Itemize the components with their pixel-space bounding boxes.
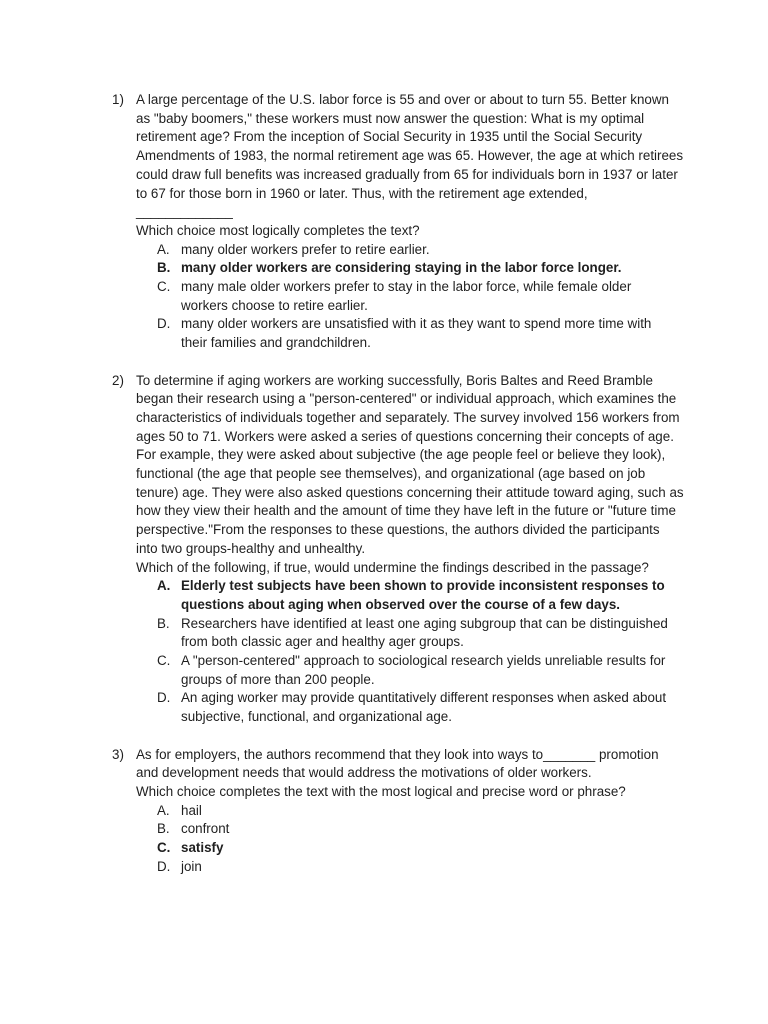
choice-c: [157, 652, 684, 689]
answer-choices: [136, 802, 684, 877]
question-list: [0, 91, 768, 895]
choice-a: [157, 577, 684, 614]
choice-letter: B.: [157, 615, 170, 631]
choice-c: [157, 278, 684, 315]
choice-text: An aging worker may provide quantitatively different responses when asked about subjective, functional, and organizational age.: [181, 690, 667, 725]
choice-text: many male older workers prefer to stay in the labor force, while female older workers choose to retire earlier.: [181, 279, 632, 313]
question-body: [136, 91, 684, 353]
choice-letter: D.: [157, 858, 171, 874]
question-body: [136, 372, 684, 727]
choice-text: confront: [181, 821, 230, 837]
question-prompt: Which of the following, if true, would undermine the findings described in the passage?: [136, 559, 649, 575]
question-prompt: Which choice most logically completes the text?: [136, 222, 420, 238]
choice-a: [157, 241, 684, 260]
choice-c: [157, 839, 684, 858]
choice-letter: C.: [157, 279, 171, 295]
choice-d: [157, 689, 684, 726]
answer-choices: [136, 577, 684, 727]
choice-text: many older workers are unsatisfied with it as they want to spend more time with their families and grandchildren.: [181, 316, 652, 351]
question-number: 3): [112, 746, 124, 762]
question-2: [0, 372, 768, 727]
choice-b: [157, 259, 684, 278]
choice-text: Elderly test subjects have been shown to provide inconsistent responses to questions about aging when observed over the course of a few days.: [181, 578, 665, 612]
choice-letter: A.: [157, 241, 170, 257]
choice-text: satisfy: [181, 840, 224, 856]
question-passage: As for employers, the authors recommend that they look into ways to_______ promotion and development needs that would address the motivations of older workers.: [136, 746, 659, 781]
choice-text: join: [181, 858, 202, 874]
choice-letter: D.: [157, 316, 171, 332]
choice-text: many older workers prefer to retire earlier.: [181, 241, 430, 257]
choice-letter: A.: [157, 802, 170, 818]
choice-letter: B.: [157, 821, 170, 837]
question-passage: To determine if aging workers are working successfully, Boris Baltes and Reed Bramble began their research using a "person-centered" or individual approach, which examines the characteristics of individuals together and separately. The survey involved 156 workers from ages 50 to 71. Workers were asked a series of questions concerning their concepts of age. For example, they were asked about subjective (the age people feel or believe they look), functional (the age that people see themselves), and organizational (age based on job tenure) age. They were also asked questions concerning their attitude toward aging, such as how they view their health and the amount of time they have left in the future or "future time perspective."From the responses to these questions, the authors divided the participants into two groups-healthy and unhealthy.: [136, 372, 684, 556]
choice-a: [157, 802, 684, 821]
choice-letter: A.: [157, 578, 171, 594]
question-body: [136, 746, 684, 877]
question-3: [0, 746, 768, 877]
choice-letter: C.: [157, 653, 171, 669]
choice-text: A "person-centered" approach to sociological research yields unreliable results for groups of more than 200 people.: [181, 653, 666, 687]
choice-letter: B.: [157, 260, 171, 276]
question-prompt: Which choice completes the text with the most logical and precise word or phrase?: [136, 783, 626, 799]
choice-d: [157, 858, 684, 877]
choice-b: [157, 615, 684, 652]
answer-choices: [136, 241, 684, 353]
question-1: [0, 91, 768, 353]
choice-letter: C.: [157, 840, 171, 856]
question-number: 1): [112, 92, 124, 107]
question-passage: A large percentage of the U.S. labor force is 55 and over or about to turn 55. Better known as "baby boomers," these workers must now answer the question: What is my optimal retirement age? From the inception of Social Security in 1935 until the Social Security Amendments of 1983, the normal retirement age was 65. However, the age at which retirees could draw full benefits was increased gradually from 65 for individuals born in 1937 or later to 67 for those born in 1960 or later. Thus, with the retirement age extended, _____________: [136, 92, 684, 220]
choice-text: many older workers are considering staying in the labor force longer.: [181, 260, 622, 276]
choice-d: [157, 315, 684, 352]
choice-b: [157, 820, 684, 839]
choice-text: hail: [181, 802, 202, 818]
choice-letter: D.: [157, 690, 171, 706]
question-number: 2): [112, 372, 124, 388]
choice-text: Researchers have identified at least one aging subgroup that can be distinguished from both classic ager and healthy ager groups.: [181, 615, 668, 650]
